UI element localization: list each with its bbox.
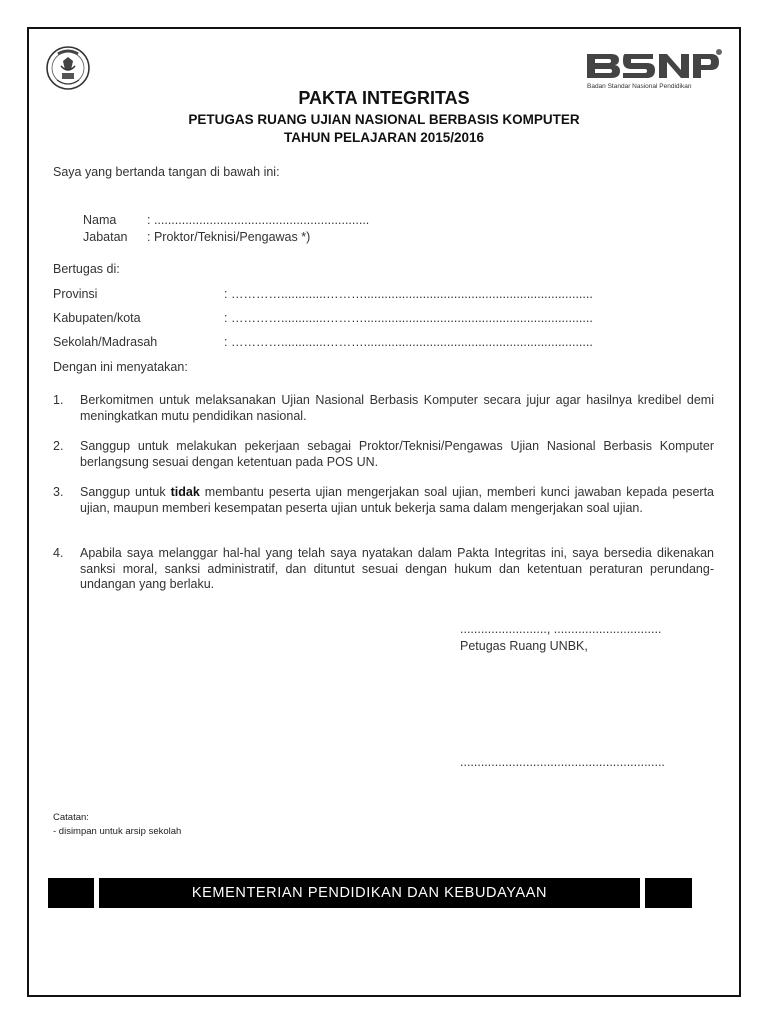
provinsi-label: Provinsi xyxy=(53,287,98,301)
bsnp-tagline: Badan Standar Nasional Pendidikan xyxy=(587,83,692,90)
footer-ministry-banner: KEMENTERIAN PENDIDIKAN DAN KEBUDAYAAN xyxy=(99,878,640,908)
item-number: 2. xyxy=(53,439,64,453)
footer-block-right xyxy=(645,878,692,908)
declaration-heading: Dengan ini menyatakan: xyxy=(53,360,188,374)
nama-label: Nama xyxy=(83,213,117,227)
footer-block-left xyxy=(48,878,94,908)
item-number: 4. xyxy=(53,546,64,560)
nama-field[interactable]: : .............................................................. xyxy=(147,213,370,227)
tut-wuri-handayani-logo xyxy=(45,44,91,94)
signer-role: Petugas Ruang UNBK, xyxy=(460,639,588,653)
jabatan-field[interactable]: : Proktor/Teknisi/Pengawas *) xyxy=(147,230,311,244)
notes-line: - disimpan untuk arsip sekolah xyxy=(53,826,182,837)
academic-year: TAHUN PELAJARAN 2015/2016 xyxy=(283,130,485,145)
signature-name-field[interactable]: ........................................................... xyxy=(460,755,665,769)
document-title: PAKTA INTEGRITAS xyxy=(298,88,470,108)
list-item: Berkomitmen untuk melaksanakan Ujian Nasional Berbasis Komputer secara jujur agar hasilnya kredibel demi meningkatkan mutu pendidikan nasional. xyxy=(80,393,714,423)
notes-heading: Catatan: xyxy=(53,812,89,823)
place-date-field[interactable]: ........................., ............................... xyxy=(460,622,662,636)
emphasis-tidak: tidak xyxy=(170,485,200,499)
provinsi-field[interactable]: : ………….............……….................................................................. xyxy=(224,287,593,301)
list-item: Apabila saya melanggar hal-hal yang telah saya nyatakan dalam Pakta Integritas ini, saya bersedia dikenakan sanksi moral, sanksi administratif, dan dituntut sesuai dengan hukum dan ketentuan peraturan perundang-undangan yang berlaku. xyxy=(80,546,714,591)
list-item: Sanggup untuk tidak membantu peserta ujian mengerjakan soal ujian, memberi kunci jawaban kepada peserta ujian, maupun memberi kesempatan peserta ujian untuk bekerja sama dalam mengerjakan soal ujian. xyxy=(80,485,714,515)
jabatan-label: Jabatan xyxy=(83,230,128,244)
document-subtitle: PETUGAS RUANG UJIAN NASIONAL BERBASIS KOMPUTER xyxy=(188,112,580,127)
kabupaten-field[interactable]: : ………….............……….................................................................. xyxy=(224,311,593,325)
intro-text: Saya yang bertanda tangan di bawah ini: xyxy=(53,165,280,179)
kabupaten-label: Kabupaten/kota xyxy=(53,311,141,325)
item-number: 1. xyxy=(53,393,64,407)
bertugas-heading: Bertugas di: xyxy=(53,262,120,276)
list-item: Sanggup untuk melakukan pekerjaan sebagai Proktor/Teknisi/Pengawas Ujian Nasional Berbasis Komputer berlangsung sesuai dengan ketentuan pada POS UN. xyxy=(80,439,714,469)
item-number: 3. xyxy=(53,485,64,499)
sekolah-field[interactable]: : ………….............……….................................................................. xyxy=(224,335,593,349)
sekolah-label: Sekolah/Madrasah xyxy=(53,335,158,349)
